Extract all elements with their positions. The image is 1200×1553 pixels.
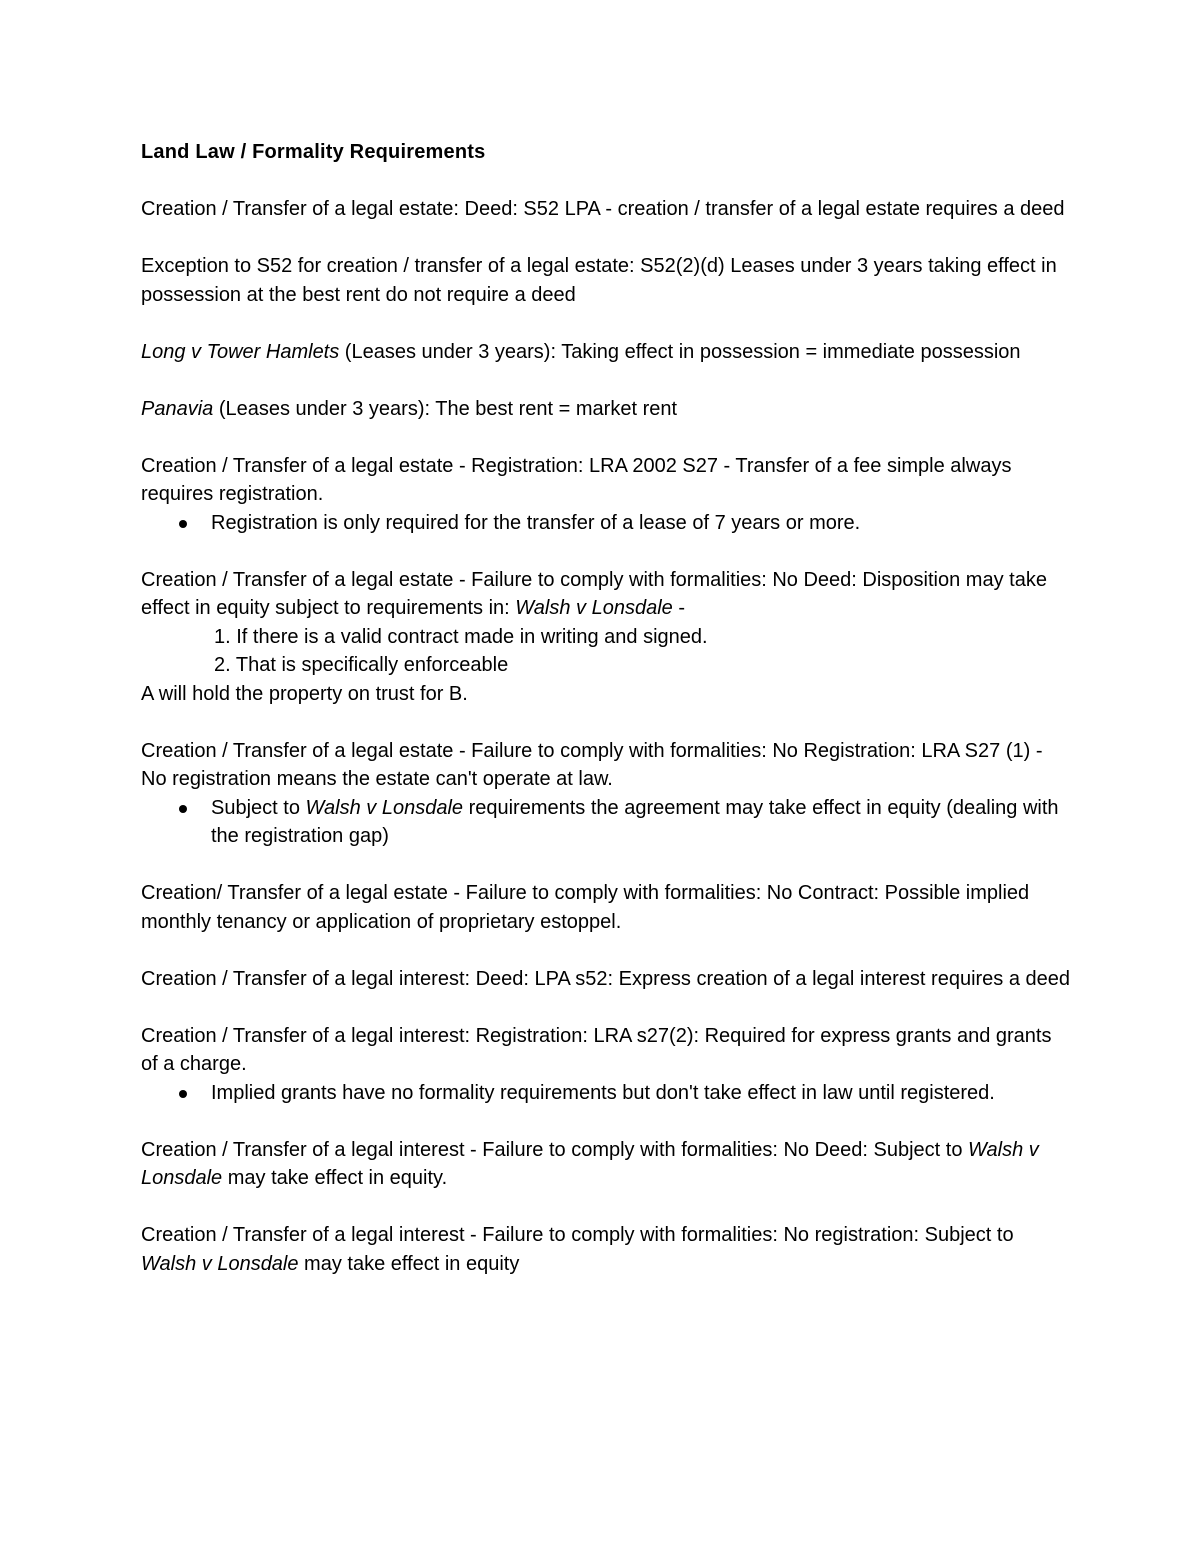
paragraph-legal-estate-registration: Creation / Transfer of a legal estate - Registration: LRA 2002 S27 - Transfer of a fee simple always requires registration. (141, 454, 1012, 505)
document-title: Land Law / Formality Requirements (141, 141, 486, 163)
paragraph-no-deed-interest (141, 1136, 1071, 1193)
case-name: Walsh v Lonsdale (515, 597, 673, 619)
paragraph-legal-interest-registration: Creation / Transfer of a legal interest: Registration: LRA s27(2): Required for express grants and grants of a charge. (141, 1024, 1052, 1075)
paragraph-s52-exception: Exception to S52 for creation / transfer of a legal estate: S52(2)(d) Leases under 3 years taking effect in possession at the best rent do not require a deed (141, 255, 1057, 306)
bullet-icon (179, 520, 187, 528)
paragraph-trust-note: A will hold the property on trust for B. (141, 682, 468, 705)
case-name: Walsh v Lonsdale (141, 1252, 299, 1275)
bullet-list (141, 509, 1071, 538)
case-name: Panavia (141, 397, 214, 420)
list-item: 1. If there is a valid contract made in writing and signed. (214, 625, 708, 648)
paragraph-long-v-tower-hamlets (141, 338, 1071, 367)
paragraph-no-contract-estate: Creation/ Transfer of a legal estate - Failure to comply with formalities: No Contract: Possible implied monthly tenancy or application of proprietary estoppel. (141, 882, 1030, 933)
paragraph-no-registration-estate: Creation / Transfer of a legal estate - Failure to comply with formalities: No Registration: LRA S27 (1) - No registration means the estate can't operate at law. (141, 739, 1043, 790)
paragraph-text: may take effect in equity. (222, 1167, 448, 1189)
paragraph-panavia (141, 395, 1071, 424)
list-item: 2. That is specifically enforceable (214, 654, 509, 676)
paragraph-text: (Leases under 3 years): The best rent = market rent (213, 397, 678, 420)
list-item (141, 509, 1071, 538)
paragraph-legal-estate-deed: Creation / Transfer of a legal estate: Deed: S52 LPA - creation / transfer of a legal estate requires a deed (141, 198, 1065, 220)
list-item (141, 1079, 1071, 1108)
bullet-icon (179, 1090, 187, 1098)
paragraph-no-registration-interest (141, 1221, 1071, 1278)
paragraph-text: Creation / Transfer of a legal interest - Failure to comply with formalities: No registration: Subject to (141, 1224, 1014, 1246)
paragraph-legal-interest-deed: Creation / Transfer of a legal interest: Deed: LPA s52: Express creation of a legal interest requires a deed (141, 967, 1071, 990)
document-body (141, 138, 1071, 1307)
paragraph-text: (Leases under 3 years): Taking effect in possession = immediate possession (339, 340, 1021, 363)
bullet-list (141, 794, 1071, 851)
bullet-icon (179, 805, 187, 813)
list-item-text: requirements the agreement may take effect in equity (dealing with the registration gap) (211, 796, 1059, 847)
list-item-text: Implied grants have no formality requirements but don't take effect in law until registered. (211, 1081, 995, 1104)
paragraph-text: Creation / Transfer of a legal interest - Failure to comply with formalities: No Deed: Subject to (141, 1138, 969, 1161)
case-name: Walsh v Lonsdale (141, 1138, 1039, 1189)
paragraph-no-deed-estate (141, 566, 1071, 623)
list-item-text: Subject to (211, 796, 306, 819)
paragraph-suffix: - (672, 597, 685, 619)
bullet-list (141, 1079, 1071, 1108)
paragraph-text: Creation / Transfer of a legal estate - Failure to comply with formalities: No Deed: Disposition may take effect in equity subject to requirements in: (141, 568, 1047, 619)
list-item-text: Registration is only required for the transfer of a lease of 7 years or more. (211, 511, 861, 534)
paragraph-text: may take effect in equity (298, 1252, 520, 1275)
case-name: Long v Tower Hamlets (141, 340, 340, 363)
list-item (141, 794, 1071, 851)
numbered-list (141, 623, 1071, 680)
case-name: Walsh v Lonsdale (305, 796, 464, 819)
